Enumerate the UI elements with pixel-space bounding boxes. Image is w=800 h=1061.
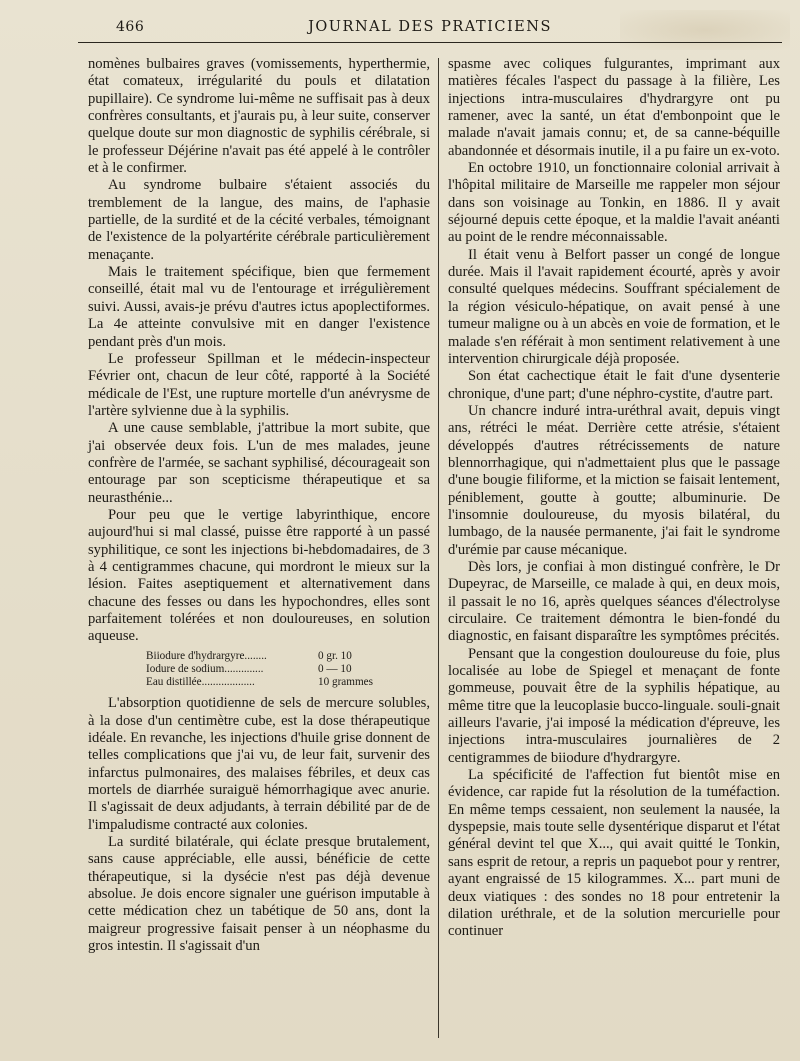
page-header	[78, 12, 782, 43]
prescription-dose: 10 grammes	[318, 676, 373, 689]
prescription-row	[146, 676, 408, 689]
prescription-item: Eau distillée...................	[146, 676, 255, 689]
paragraph: Son état cachectique était le fait d'une dysenterie chronique, d'une part; d'une néphro-cystite, d'autre part.	[448, 368, 780, 402]
paragraph: Un chancre induré intra-uréthral avait, depuis vingt ans, rétréci le méat. Derrière cette atrésie, s'étaient développés d'autres rétrécissements de nature blennorrhagique, qui n'admettaient plus que le passage d'une bougie filiforme, et la miction se faisait lentement, péniblement, goutte à goutte; albuminurie. De l'insomnie douloureuse, du myosis bilatéral, du lumbago, de la nausée permanente, j'ai fait le syndrome d'urémie par cause mécanique.	[448, 402, 780, 558]
prescription-item: Iodure de sodium..............	[146, 662, 264, 675]
prescription-dose: 0 gr. 10	[318, 649, 352, 662]
paragraph: Au syndrome bulbaire s'étaient associés du tremblement de la langue, des mains, de l'aphasie partielle, de la surdité et de la cécité verbales, témoignant de l'existence de la polyartérite cérébrale particulièrement menaçante.	[88, 177, 430, 263]
paragraph: Mais le traitement spécifique, bien que fermement conseillé, était mal vu de l'entourage et irrégulièrement suivi. Aussi, avais-je prévu d'autres ictus apoplectiformes. La 4e atteinte convulsive mit en danger l'existence pendant près d'un mois.	[88, 264, 430, 350]
paragraph: Il était venu à Belfort passer un congé de longue durée. Mais il l'avait rapidement écourté, après y avoir consulté quelques médecins. Souffrant spécialement de la région vésiculo-hépatique, on avait pensé à une tumeur maligne ou à un abcès en voie de formation, et le malade s'en référait à mon sentiment relativement à une intervention chirurgicale déjà proposée.	[448, 246, 780, 367]
prescription-row	[146, 663, 408, 676]
column-divider	[438, 58, 439, 1038]
prescription-formula	[146, 650, 408, 690]
running-title: JOURNAL DES PRATICIENS	[308, 19, 552, 35]
paragraph: nomènes bulbaires graves (vomissements, hyperthermie, état comateux, irrégularité du pouls et dilatation pupillaire). Ce syndrome lui-même ne suffisait pas à deux confrères consultants, et j'aurais pu, à leur suite, conserver quelque doute sur mon diagnostic de syphilis cérébrale, si le professeur Déjérine n'avait pas été appelé à le contrôler et à le confirmer.	[88, 56, 430, 177]
left-column	[88, 56, 430, 955]
prescription-item: Biiodure d'hydrargyre........	[146, 649, 267, 662]
paragraph: spasme avec coliques fulgurantes, imprimant aux matières fécales l'aspect du passage à la filière, Les injections intra-musculaires d'hydrargyre ont pu ramener, avec la santé, un état d'embonpoint que le malade n'avait jamais connu; et, de sa canne-béquille abandonnée et désormais inutile, il a pu faire un ex-voto.	[448, 56, 780, 159]
paragraph: Pour peu que le vertige labyrinthique, encore aujourd'hui si mal classé, puisse être rapporté à un passé syphilitique, ce sont les injections bi-hebdomadaires, de 3 à 4 centigrammes chacune, qui mordront le mieux sur la lésion. Faites aseptiquement et alternativement dans chacune des fesses ou dans les hypochondres, elles sont parfaitement tolérées et non douloureuses, en solution aqueuse.	[88, 506, 430, 645]
right-column	[448, 56, 780, 941]
page-number: 466	[116, 19, 145, 35]
paragraph: En octobre 1910, un fonctionnaire colonial arrivait à l'hôpital militaire de Marseille me rappeler mon séjour dans son voisinage au Tonkin, en 1886. Il y avait séjourné depuis cette époque, et la maldie l'avait anéanti au point de le rendre méconnaissable.	[448, 160, 780, 246]
paragraph: L'absorption quotidienne de sels de mercure solubles, à la dose d'un centimètre cube, est la dose thérapeutique idéale. En revanche, les injections d'huile grise donnent de telles complications que j'ai vu, de leur fait, survenir des infarctus pulmonaires, des malaises fébriles, et deux cas mortels de diarrhée suraiguë hémorrhagique avec anurie. Il s'agissait de deux adjudants, à terrain débilité par de de l'impaludisme contracté aux colonies.	[88, 695, 430, 833]
paragraph: Dès lors, je confiai à mon distingué confrère, le Dr Dupeyrac, de Marseille, ce malade à qui, en deux mois, il passait le no 16, après quelques séances d'électrolyse circulaire. Ce traitement démontra le bien-fondé du diagnostic, en faisant disparaître les symptômes précités.	[448, 558, 780, 645]
paragraph: Pensant que la congestion douloureuse du foie, plus localisée au lobe de Spiegel et menaçant de fonte gommeuse, pouvait être de la syphilis hépatique, au même titre que la leucoplasie bucco-linguale. souli-gnait ailleurs l'avarie, j'ai imposé la médication d'épreuve, les injections intra-musculaires journalières de 2 centigrammes de biiodure d'hydrargyre.	[448, 645, 780, 766]
paragraph: La spécificité de l'affection fut bientôt mise en évidence, car rapide fut la résolution de la tuméfaction. En même temps cessaient, non seulement la nausée, la dyspepsie, mais toute selle dysentérique disparut et l'état général devint tel que X..., qui avait quitté le Tonkin, sans esprit de retour, a repris un paquebot pour y rentrer, ayant engraissé de 15 kilogrammes. X... part muni de deux viatiques : des sondes no 18 pour entretenir la dilation uréthrale, et de la solution mercurielle pour continuer	[448, 767, 780, 940]
paragraph: A une cause semblable, j'attribue la mort subite, que j'ai observée deux fois. L'un de mes malades, jeune confrère de l'armée, se sachant syphilisé, décourageait son entourage par son scepticisme thérapeutique et sa neurasthénie...	[88, 420, 430, 506]
prescription-dose: 0 — 10	[318, 662, 352, 675]
paragraph: La surdité bilatérale, qui éclate presque brutalement, sans cause appréciable, elle aussi, bénéficie de cette thérapeutique, si la dysécie n'est pas déjà devenue absolue. Je dois encore signaler une guérison imputable à cette médication chez un tabétique de 50 ans, dont la maigreur progressive faisait penser à un néophasme du gros intestin. Il s'agissait d'un	[88, 834, 430, 955]
paragraph: Le professeur Spillman et le médecin-inspecteur Février ont, chacun de leur côté, rapporté à la Société médicale de l'Est, une rupture mortelle d'un anévrysme de l'artère sylvienne due à la syphilis.	[88, 350, 430, 419]
prescription-row	[146, 650, 408, 663]
